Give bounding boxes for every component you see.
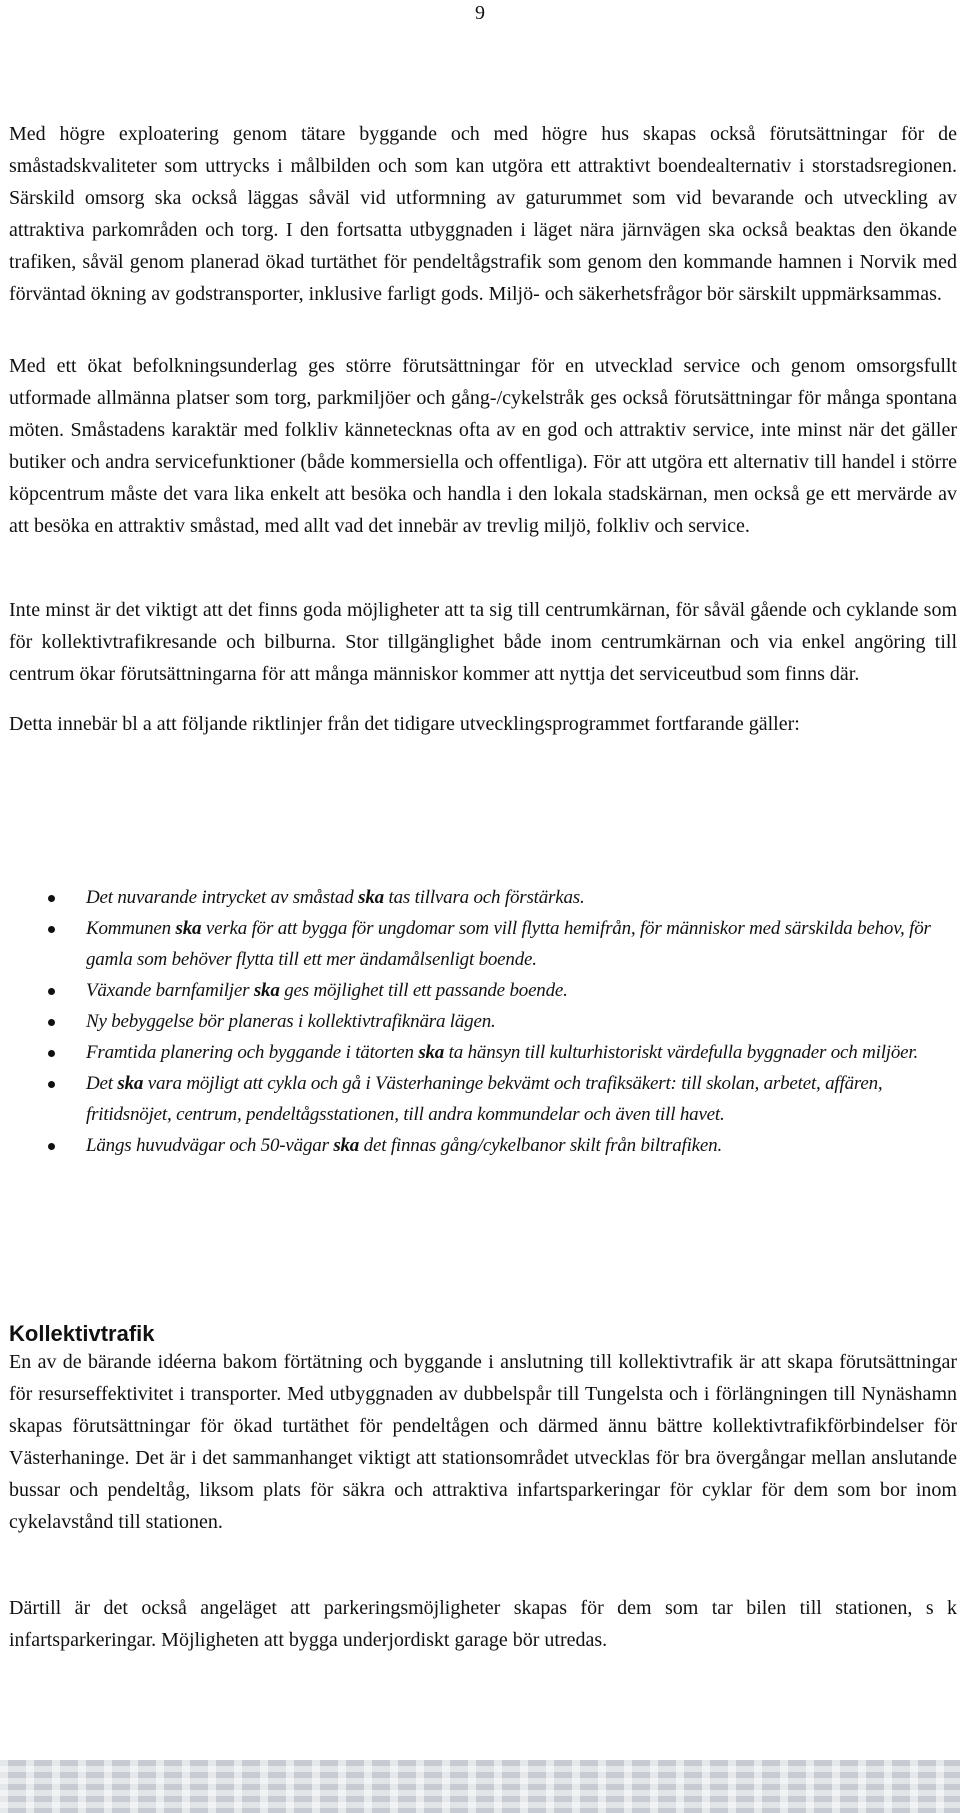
paragraph-infartsparkering: Därtill är det också angeläget att parkeringsmöjligheter skapas för dem som tar bilen till stationen, s k infartsparkeringar. Möjligheten att bygga underjordiskt garage bör utredas. xyxy=(9,1597,957,1651)
list-item: Ny bebyggelse bör planeras i kollektivtrafiknära lägen. xyxy=(0,1006,940,1037)
footer-wave-band xyxy=(0,1760,960,1813)
bullet-icon xyxy=(48,1019,55,1026)
bullet-icon xyxy=(48,1143,55,1150)
paragraph-tillganglighet: Inte minst är det viktigt att det finns goda möjligheter att ta sig till centrumkärnan, för såväl gående och cyklande som för kollektivtrafikresande och bilburna. Stor tillgänglighet både inom centrumkärnan och via enkel angöring till centrum ökar förutsättningarna för att många människor kommer att nyttja det serviceutbud som finns där. xyxy=(9,599,957,685)
paragraph-riktlinjer-intro: Detta innebär bl a att följande riktlinjer från det tidigare utvecklingsprogrammet fortfarande gäller: xyxy=(9,713,800,735)
list-item: Framtida planering och byggande i tätorten ska ta hänsyn till kulturhistoriskt värdefulla byggnader och miljöer. xyxy=(0,1037,940,1068)
bullet-icon xyxy=(48,1050,55,1057)
bullet-icon xyxy=(48,895,55,902)
list-item: Längs huvudvägar och 50-vägar ska det finnas gång/cykelbanor skilt från biltrafiken. xyxy=(0,1130,940,1161)
paragraph-exploatering: Med högre exploatering genom tätare byggande och med högre hus skapas också förutsättningar för de småstadskvaliteter som uttrycks i målbilden och som kan utgöra ett attraktivt boendealternativ i storstadsregionen. Särskild omsorg ska också läggas såväl vid utformning av gaturummet som vid bevarande och utveckling av attraktiva parkområden och torg. I den fortsatta utbyggnaden i läget nära järnvägen ska också beaktas den ökande trafiken, såväl genom planerad ökad turtäthet för pendeltågstrafik som genom den kommande hamnen i Norvik med förväntad ökning av godstransporter, inklusive farligt gods. Miljö- och säkerhetsfrågor bör särskilt uppmärksammas. xyxy=(9,123,957,305)
page-number: 9 xyxy=(475,2,485,24)
section-heading-kollektivtrafik: Kollektivtrafik xyxy=(9,1321,155,1346)
paragraph-befolkningsunderlag: Med ett ökat befolkningsunderlag ges större förutsättningar för en utvecklad service och genom omsorgsfullt utformade allmänna platser som torg, parkmiljöer och gång-/cykelstråk ges också förutsättningar för många spontana möten. Småstadens karaktär med folkliv kännetecknas ofta av en god och attraktiv service, inte minst när det gäller butiker och andra servicefunktioner (både kommersiella och offentliga). För att utgöra ett alternativ till handel i större köpcentrum måste det vara lika enkelt att besöka och handla i den lokala stadskärnan, men också ge ett mervärde av att besöka en attraktiv småstad, med allt vad det innebär av trevlig miljö, folkliv och service. xyxy=(9,355,957,537)
paragraph-kollektivtrafik: En av de bärande idéerna bakom förtätning och byggande i anslutning till kollektivtrafik är att skapa förutsättningar för resurseffektivitet i transporter. Med utbyggnaden av dubbelspår till Tungelsta och i förlängningen till Nynäshamn skapas förutsättningar för ökad turtäthet för pendeltågen och därmed ännu bättre kollektivtrafikförbindelser för Västerhaninge. Det är i det sammanhanget viktigt att stationsområdet utvecklas för bra övergångar mellan anslutande bussar och pendeltåg, liksom plats för säkra och attraktiva infartsparkeringar för cyklar för dem som bor inom cykelavstånd till stationen. xyxy=(9,1351,957,1533)
list-item: Växande barnfamiljer ska ges möjlighet till ett passande boende. xyxy=(0,975,940,1006)
list-item: Det ska vara möjligt att cykla och gå i Västerhaninge bekvämt och trafiksäkert: till skolan, arbetet, affären, fritidsnöjet, centrum, pendeltågsstationen, till andra kommundelar och även till havet. xyxy=(0,1068,940,1130)
bullet-icon xyxy=(48,988,55,995)
bullet-icon xyxy=(48,926,55,933)
list-item: Det nuvarande intrycket av småstad ska tas tillvara och förstärkas. xyxy=(0,882,940,913)
guideline-list xyxy=(0,882,940,1161)
list-item: Kommunen ska verka för att bygga för ungdomar som vill flytta hemifrån, för människor med särskilda behov, för gamla som behöver flytta till ett mer ändamålsenligt boende. xyxy=(0,913,940,975)
bullet-icon xyxy=(48,1081,55,1088)
